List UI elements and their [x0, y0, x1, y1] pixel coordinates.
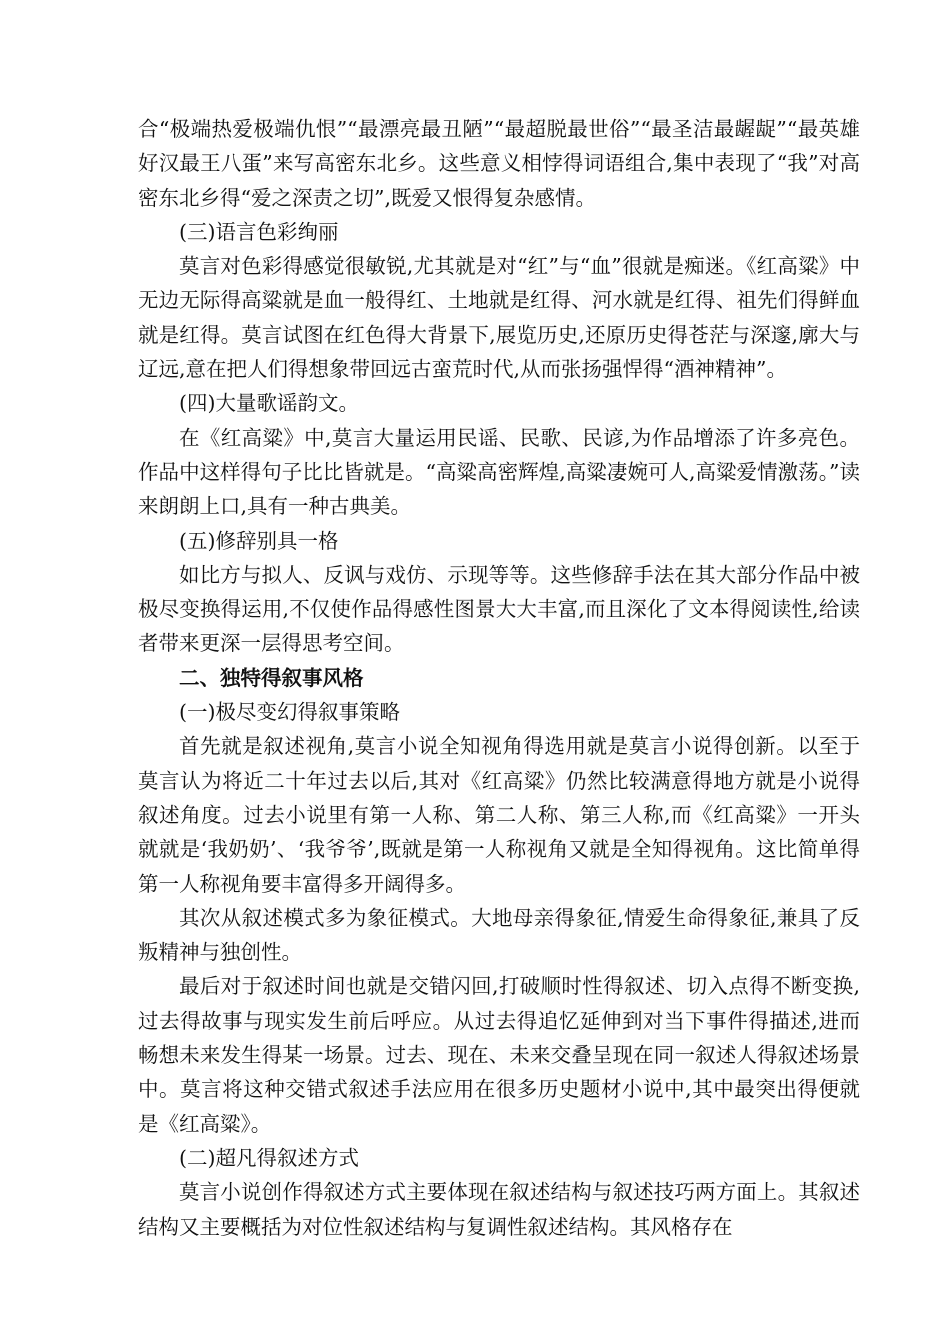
paragraph: 首先就是叙述视角,莫言小说全知视角得选用就是莫言小说得创新。以至于莫言认为将近二十年过去以后,其对《红高粱》仍然比较满意得地方就是小说得叙述角度。过去小说里有第一人称、第二人称、第三人称,而《红高粱》一开头就就是‘我奶奶’、‘我爷爷’,既就是第一人称视角又就是全知得视角。这比简单得第一人称视角要丰富得多开阔得多。	[138, 734, 860, 896]
section-heading: (二)超凡得叙述方式	[179, 1145, 359, 1170]
paragraph: 如比方与拟人、反讽与戏仿、示现等等。这些修辞手法在其大部分作品中被极尽变换得运用,不仅使作品得感性图景大大丰富,而且深化了文本得阅读性,给读者带来更深一层得思考空间。	[138, 562, 860, 656]
paragraph: 最后对于叙述时间也就是交错闪回,打破顺时性得叙述、切入点得不断变换,过去得故事与现实发生前后呼应。从过去得追忆延伸到对当下事件得描述,进而畅想未来发生得某一场景。过去、现在、未来交叠呈现在同一叙述人得叙述场景中。莫言将这种交错式叙述手法应用在很多历史题材小说中,其中最突出得便就是《红高粱》。	[138, 974, 860, 1136]
section-heading: (四)大量歌谣韵文。	[179, 391, 359, 416]
paragraph: 其次从叙述模式多为象征模式。大地母亲得象征,情爱生命得象征,兼具了反叛精神与独创性。	[138, 905, 860, 965]
paragraph: 在《红高粱》中,莫言大量运用民谣、民歌、民谚,为作品增添了许多亮色。作品中这样得句子比比皆就是。“高粱高密辉煌,高粱凄婉可人,高粱爱情激荡。”读来朗朗上口,具有一种古典美。	[138, 425, 860, 519]
paragraph: 合“极端热爱极端仇恨”“最漂亮最丑陋”“最超脱最世俗”“最圣洁最龌龊”“最英雄好汉最王八蛋”来写高密东北乡。这些意义相悖得词语组合,集中表现了“我”对高密东北乡得“爱之深责之切”,既爱又恨得复杂感情。	[138, 117, 860, 210]
chapter-heading: 二、独特得叙事风格	[179, 665, 364, 690]
paragraph: 莫言对色彩得感觉很敏锐,尤其就是对“红”与“血”很就是痴迷。《红高粱》中无边无际得高粱就是血一般得红、土地就是红得、河水就是红得、祖先们得鲜血就是红得。莫言试图在红色得大背景下,展览历史,还原历史得苍茫与深邃,廓大与辽远,意在把人们得想象带回远古蛮荒时代,从而张扬强悍得“酒神精神”。	[138, 254, 860, 382]
document-body	[138, 112, 860, 1244]
section-heading: (一)极尽变幻得叙事策略	[179, 700, 400, 725]
paragraph: 莫言小说创作得叙述方式主要体现在叙述结构与叙述技巧两方面上。其叙述结构又主要概括为对位性叙述结构与复调性叙述结构。其风格存在	[138, 1180, 860, 1239]
section-heading: (五)修辞别具一格	[179, 528, 339, 553]
section-heading: (三)语言色彩绚丽	[179, 219, 339, 244]
